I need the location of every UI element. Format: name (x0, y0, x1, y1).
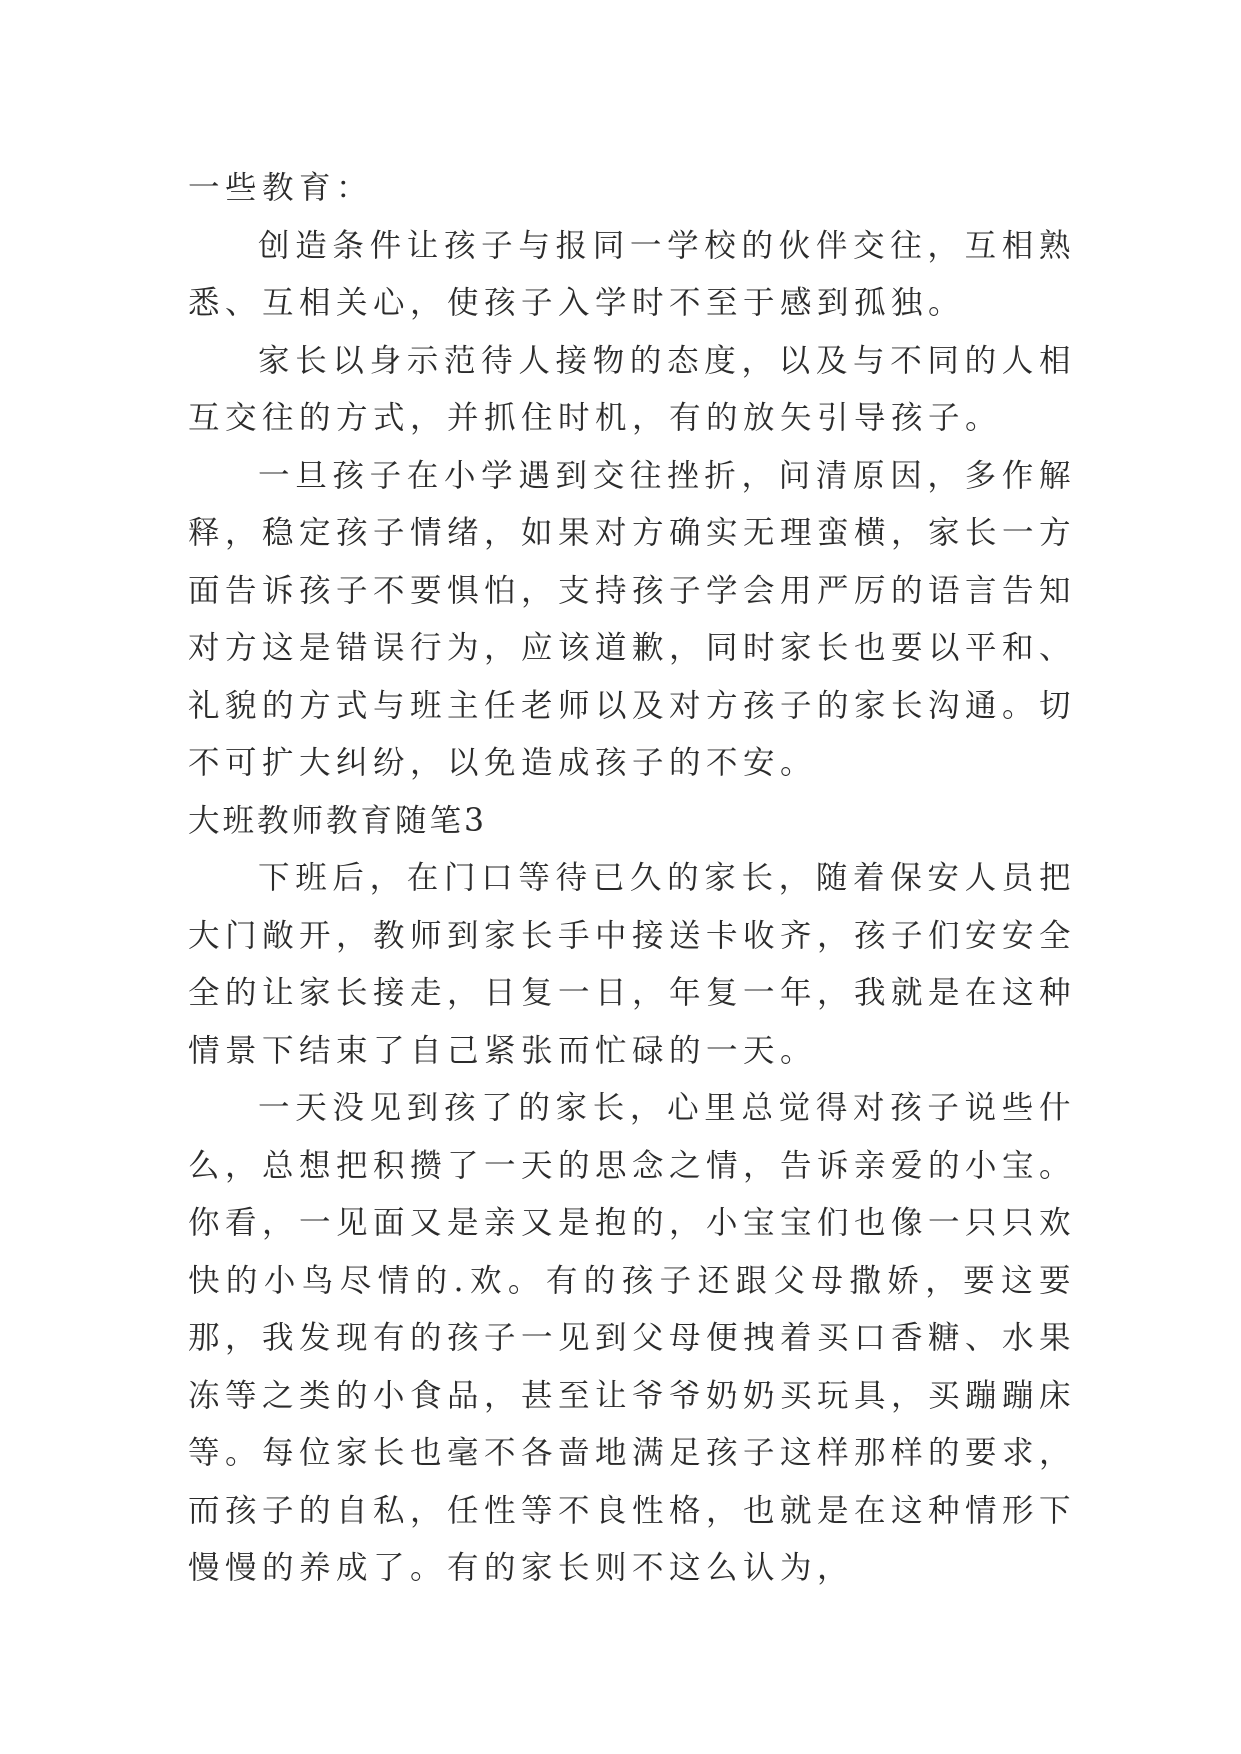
paragraph-2: 家长以身示范待人接物的态度，以及与不同的人相互交往的方式，并抓住时机，有的放矢引导孩子。 (188, 342, 1076, 436)
intro-line: 一些教育： (188, 170, 374, 206)
section-title: 大班教师教育随笔3 (188, 802, 488, 839)
paragraph-3: 一旦孩子在小学遇到交往挫折，问清原因，多作解释，稳定孩子情绪，如果对方确实无理蛮横，家长一方面告诉孩子不要惧怕，支持孩子学会用严厉的语言告知对方这是错误行为，应该道歉，同时家长也要以平和、礼貌的方式与班主任老师以及对方孩子的家长沟通。切不可扩大纠纷，以免造成孩子的不安。 (188, 457, 1077, 781)
paragraph-5: 一天没见到孩了的家长，心里总觉得对孩子说些什么，总想把积攒了一天的思念之情，告诉亲爱的小宝。你看，一见面又是亲又是抱的，小宝宝们也像一只只欢快的小鸟尽情的.欢。有的孩子还跟父母撒娇，要这要那，我发现有的孩子一见到父母便拽着买口香糖、水果冻等之类的小食品，甚至让爷爷奶奶买玩具，买蹦蹦床等。每位家长也毫不各啬地满足孩子这样那样的要求，而孩子的自私，任性等不良性格，也就是在这种情形下慢慢的养成了。有的家长则不这么认为， (188, 1090, 1077, 1586)
document-page (188, 160, 1076, 1598)
paragraph-4: 下班后，在门口等待已久的家长，随着保安人员把大门敞开，教师到家长手中接送卡收齐，孩子们安安全全的让家长接走，日复一日，年复一年，我就是在这种情景下结束了自己紧张而忙碌的一天。 (188, 860, 1077, 1069)
paragraph-1: 创造条件让孩子与报同一学校的伙伴交往，互相熟悉、互相关心，使孩子入学时不至于感到孤独。 (188, 227, 1076, 321)
